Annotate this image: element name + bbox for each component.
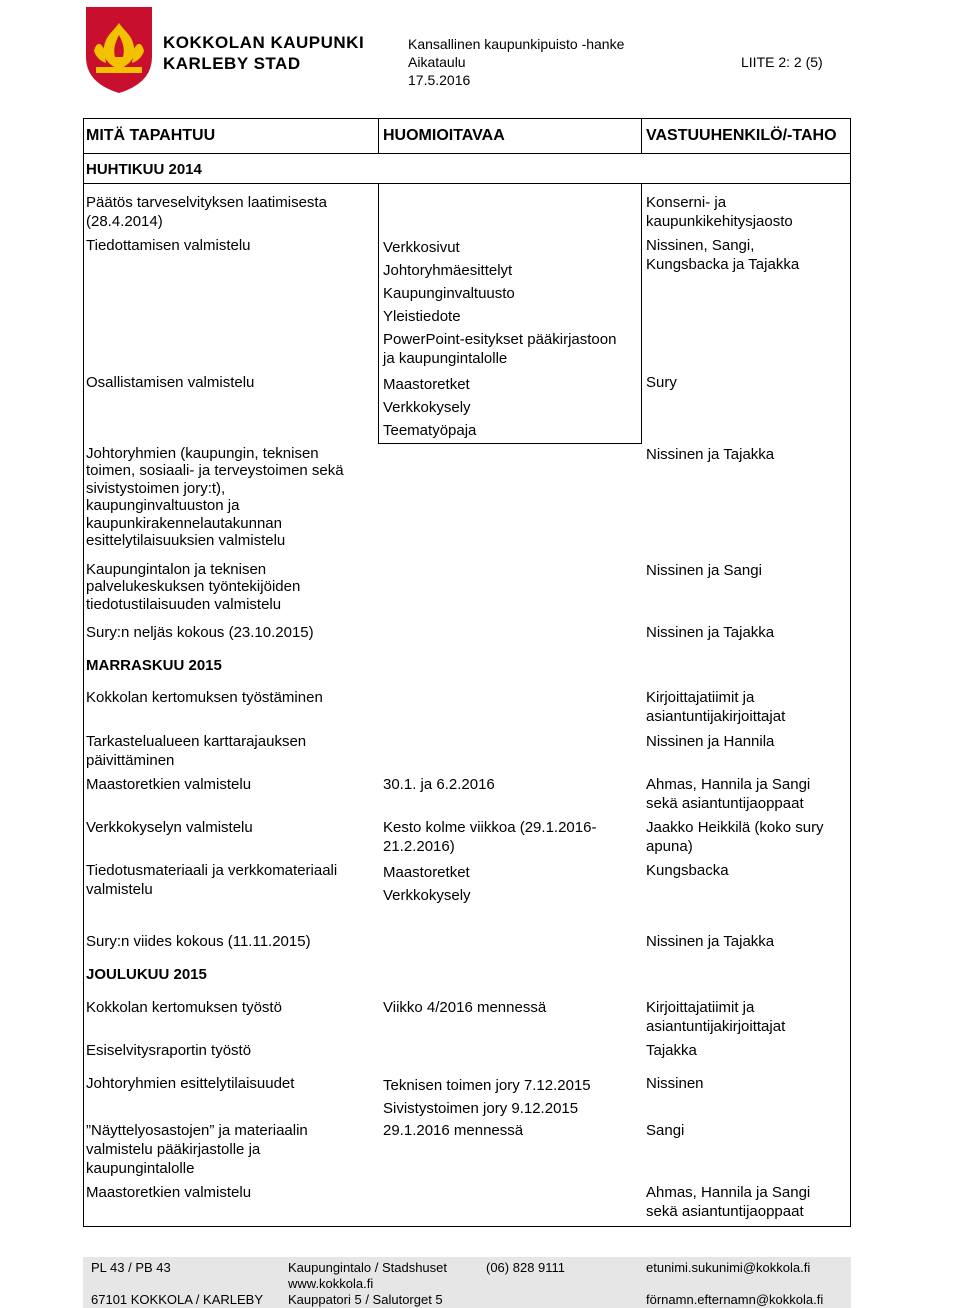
responsible-cell [646,1183,846,1221]
col-header-notes: HUOMIOITAVAA [383,127,505,144]
cell-text: Verkkokysely [383,399,471,416]
col-divider-1 [378,183,379,443]
section-heading: MARRASKUU 2015 [86,657,222,674]
table-row [86,732,378,770]
col-header-responsible: VASTUUHENKILÖ/-TAHO [646,127,837,144]
table-row [86,561,378,613]
cell-text: Kungsbacka [646,862,729,879]
cell-text: Kokkolan kertomuksen työstö [86,999,282,1016]
cell-text: Ahmas, Hannila ja Sangi [646,1184,811,1201]
cell-text: ”Näyttelyosastojen” ja materiaalin [86,1122,308,1139]
cell-text: Johtoryhmien esittelytilaisuudet [86,1075,295,1092]
cell-text: Verkkokysely [383,887,471,904]
table-row [86,193,378,231]
header-divider-2 [641,118,642,154]
cell-text: sekä asiantuntijaoppaat [646,795,804,812]
section-rule [83,183,851,184]
col-divider-2 [641,183,642,443]
table-row [86,861,378,899]
cell-text: PowerPoint-esitykset pääkirjastoon [383,331,617,348]
cell-text: Kesto kolme viikkoa (29.1.2016- [383,819,597,836]
cell-text: Nissinen [646,1075,704,1092]
cell-text: Nissinen ja Sangi [646,562,762,579]
cell-text: Johtoryhmien (kaupungin, teknisen [86,445,319,462]
responsible-cell [646,1074,846,1093]
cell-text: Osallistamisen valmistelu [86,374,255,391]
notes-cell [383,818,639,856]
cell-text: Verkkosivut [383,239,460,256]
header-rule [83,153,851,154]
cell-rule [378,443,642,444]
notes-cell [383,998,639,1017]
notes-cell [383,373,639,442]
org-name-fi: KOKKOLAN KAUPUNKI [163,33,365,52]
cell-text: Konserni- ja [646,194,727,211]
cell-text: Yleistiedote [383,308,461,325]
cell-text: Sivistystoimen jory 9.12.2015 [383,1100,579,1117]
cell-text: Päätös tarveselvityksen laatimisesta [86,194,327,211]
table-row [86,1121,378,1178]
cell-text: Teematyöpaja [383,422,477,439]
table-row [86,688,378,707]
cell-text: Viikko 4/2016 mennessä [383,999,547,1016]
cell-text: asiantuntijakirjoittajat [646,1018,786,1035]
footer-postal: 67101 KOKKOLA / KARLEBY [91,1292,263,1307]
col-header-what: MITÄ TAPAHTUU [86,127,216,144]
cell-text: 21.2.2016) [383,838,455,855]
header-divider-1 [378,118,379,154]
cell-text: Maastoretkien valmistelu [86,776,252,793]
responsible-cell [646,818,846,856]
cell-text: Maastoretket [383,376,470,393]
cell-text: Kaupungintalon ja teknisen [86,561,267,578]
responsible-cell [646,236,846,274]
cell-text: Sury [646,374,677,391]
footer-web-link[interactable]: www.kokkola.fi [288,1276,374,1291]
cell-text: apuna) [646,838,693,855]
cell-text: Ahmas, Hannila ja Sangi [646,776,811,793]
table-row [86,623,378,642]
cell-text: esittelytilaisuuksien valmistelu [86,532,286,550]
responsible-cell [646,732,846,751]
doc-date: 17.5.2016 [408,72,471,88]
table-row [86,236,378,255]
cell-text: Sury:n neljäs kokous (23.10.2015) [86,624,314,641]
table-row [86,775,378,794]
footer-pobox: PL 43 / PB 43 [91,1260,171,1275]
cell-text: Tajakka [646,1042,697,1059]
table-row [86,373,378,392]
cell-text: Tiedotusmateriaali ja verkkomateriaali [86,862,338,879]
appendix-label: LIITE 2: 2 (5) [741,54,823,70]
section-heading: HUHTIKUU 2014 [86,161,202,178]
cell-text: Esiselvitysraportin työstö [86,1042,252,1059]
cell-text: Nissinen ja Tajakka [646,933,775,950]
cell-text: Johtoryhmäesittelyt [383,262,513,279]
cell-text: Verkkokyselyn valmistelu [86,819,253,836]
cell-text: Teknisen toimen jory 7.12.2015 [383,1077,591,1094]
responsible-cell [646,688,846,726]
cell-text: Tiedottamisen valmistelu [86,237,251,254]
table-row [86,1041,378,1060]
notes-cell [383,1074,639,1120]
notes-cell [383,775,639,794]
cell-text: palvelukeskuksen työntekijöiden [86,578,301,596]
responsible-cell [646,445,846,464]
cell-text: Jaakko Heikkilä (koko sury [646,819,824,836]
responsible-cell [646,623,846,642]
footer-street: Kauppatori 5 / Salutorget 5 [288,1292,443,1307]
section-heading: JOULUKUU 2015 [86,966,207,983]
doc-title: Kansallinen kaupunkipuisto -hanke [408,36,625,52]
cell-text: Maastoretkien valmistelu [86,1184,252,1201]
cell-text: Sangi [646,1122,685,1139]
responsible-cell [646,998,846,1036]
cell-text: Nissinen ja Hannila [646,733,775,750]
cell-text: sekä asiantuntijaoppaat [646,1203,804,1220]
cell-text: Sury:n viides kokous (11.11.2015) [86,933,311,950]
footer-building: Kaupungintalo / Stadshuset [288,1260,448,1275]
cell-text: ja kaupungintalolle [383,350,508,367]
footer-phone: (06) 828 9111 [486,1260,566,1275]
cell-text: valmistelu pääkirjastolle ja [86,1141,261,1158]
cell-text: päivittäminen [86,752,175,769]
cell-text: 29.1.2016 mennessä [383,1122,524,1139]
cell-text: 30.1. ja 6.2.2016 [383,776,495,793]
cell-text: Maastoretket [383,864,470,881]
cell-text: toimen, sosiaali- ja terveystoimen sekä [86,462,344,480]
table-row [86,445,378,549]
cell-text: Kokkolan kertomuksen työstäminen [86,689,323,706]
table-row [86,998,378,1017]
notes-cell [383,236,639,368]
cell-text: Kungsbacka ja Tajakka [646,256,800,273]
responsible-cell [646,1041,846,1060]
cell-text: kaupungintalolle [86,1160,195,1177]
cell-text: kaupunkirakennelautakunnan [86,514,282,532]
cell-text: Nissinen ja Tajakka [646,624,775,641]
table-row [86,932,378,951]
cell-text: tiedotustilaisuuden valmistelu [86,595,282,613]
cell-text: Nissinen, Sangi, [646,237,755,254]
cell-text: kaupunkikehitysjaosto [646,213,793,230]
cell-text: asiantuntijakirjoittajat [646,708,786,725]
cell-text: Kirjoittajatiimit ja [646,999,755,1016]
responsible-cell [646,861,846,880]
cell-text: Tarkastelualueen karttarajauksen [86,733,307,750]
table-row [86,1183,378,1202]
responsible-cell [646,932,846,951]
responsible-cell [646,561,846,580]
table-row [86,818,378,837]
org-name-sv: KARLEBY STAD [163,54,301,73]
responsible-cell [646,775,846,813]
doc-type: Aikataulu [408,54,466,70]
notes-cell [383,1121,639,1140]
responsible-cell [646,1121,846,1140]
notes-cell [383,861,639,907]
cell-text: kaupunginvaltuuston ja [86,497,240,515]
responsible-cell [646,373,846,392]
table-row [86,1074,378,1093]
responsible-cell [646,193,846,231]
cell-text: (28.4.2014) [86,213,163,230]
cell-text: Kaupunginvaltuusto [383,285,515,302]
cell-text: valmistelu [86,881,153,898]
cell-text: sivistystoimen jory:t), [86,479,226,497]
cell-text: Kirjoittajatiimit ja [646,689,755,706]
footer-email-fi[interactable]: etunimi.sukunimi@kokkola.fi [646,1260,811,1275]
footer-email-sv[interactable]: förnamn.efternamn@kokkola.fi [646,1292,824,1307]
cell-text: Nissinen ja Tajakka [646,446,775,463]
city-logo [82,5,156,100]
